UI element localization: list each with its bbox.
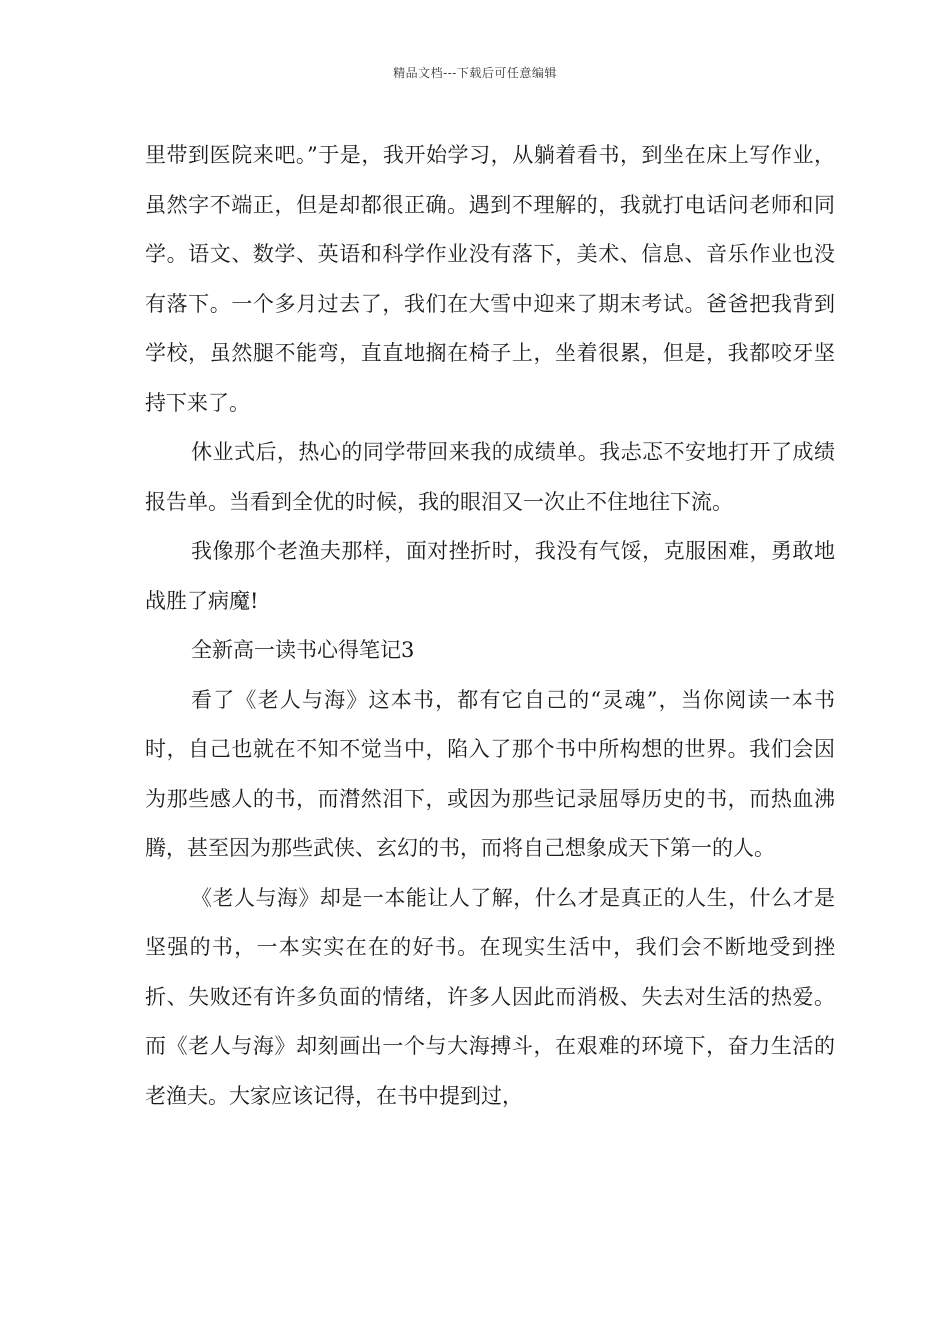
paragraph-old-fisherman: 我像那个老渔夫那样，面对挫折时，我没有气馁，克服困难，勇敢地战胜了病魔! — [145, 539, 835, 613]
paragraph-report-card: 休业式后，热心的同学带回来我的成绩单。我忐忑不安地打开了成绩报告单。当看到全优的时候，我的眼泪又一次止不住地往下流。 — [145, 440, 835, 514]
document-body — [145, 131, 835, 1121]
paragraph-book-soul: 看了《老人与海》这本书，都有它自己的“灵魂”，当你阅读一本书时，自己也就在不知不觉当中，陷入了那个书中所构想的世界。我们会因为那些感人的书，而潸然泪下，或因为那些记录屈辱历史的书，而热血沸腾，甚至因为那些武侠、玄幻的书，而将自己想象成天下第一的人。 — [145, 687, 835, 860]
section-heading: 全新高一读书心得笔记3 — [191, 638, 415, 662]
paragraph-old-man-and-sea: 《老人与海》却是一本能让人了解，什么才是真正的人生，什么才是坚强的书，一本实实在在的好书。在现实生活中，我们会不断地受到挫折、失败还有许多负面的情绪，许多人因此而消极、失去对生活的热爱。而《老人与海》却刻画出一个与大海搏斗，在艰难的环境下，奋力生活的老渔夫。大家应该记得，在书中提到过， — [145, 885, 835, 1108]
paragraph-continued: 里带到医院来吧。”于是，我开始学习，从躺着看书，到坐在床上写作业，虽然字不端正，但是却都很正确。遇到不理解的，我就打电话问老师和同学。语文、数学、英语和科学作业没有落下，美术、信息、音乐作业也没有落下。一个多月过去了，我们在大雪中迎来了期末考试。爸爸把我背到学校，虽然腿不能弯，直直地搁在椅子上，坐着很累，但是，我都咬牙坚持下来了。 — [145, 143, 835, 415]
page-header: 精品文档---下载后可任意编辑 — [393, 66, 557, 80]
